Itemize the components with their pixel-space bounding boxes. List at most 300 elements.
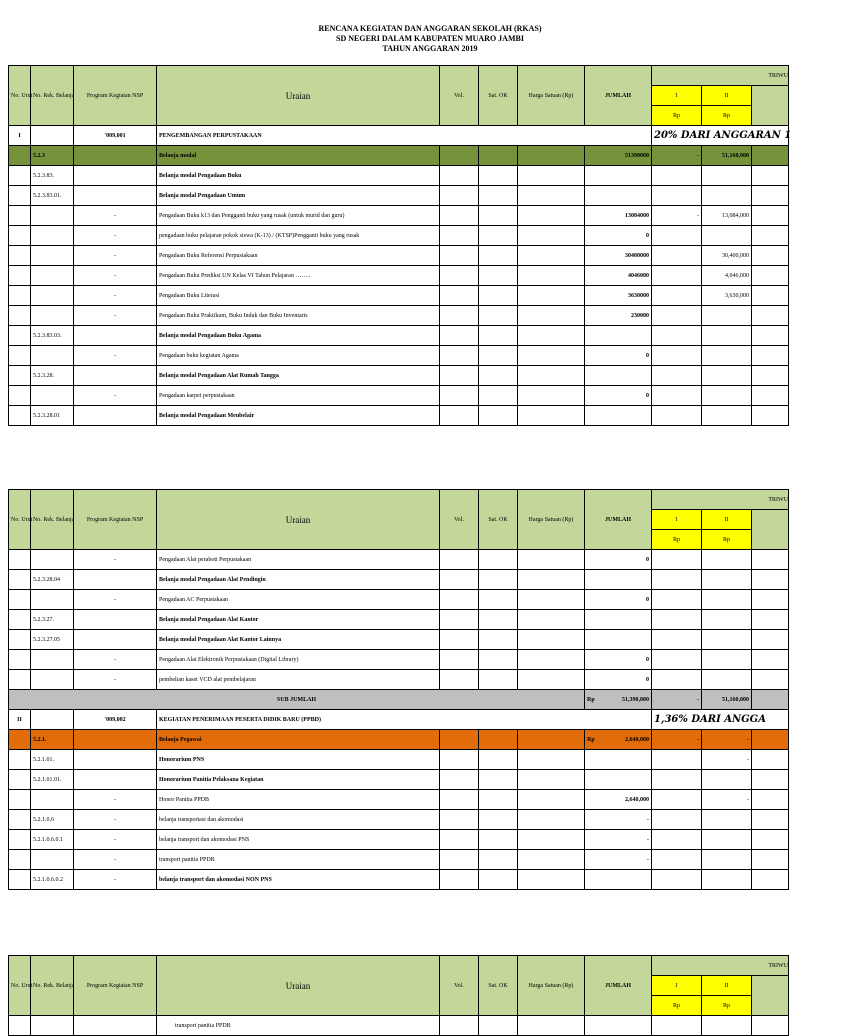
- row-no: [9, 610, 31, 630]
- row-no: [9, 226, 31, 246]
- row-no: [9, 770, 31, 790]
- row-jumlah: [585, 750, 652, 770]
- row-rek: 5.2.3.27.05: [31, 630, 74, 650]
- row-no: [9, 346, 31, 366]
- row-tw1: [652, 366, 702, 386]
- row-dash: -: [74, 246, 157, 266]
- program-no: I: [9, 126, 31, 146]
- row-vol: [440, 590, 479, 610]
- row-jumlah: 230000: [585, 306, 652, 326]
- row-rek: [31, 550, 74, 570]
- row-harga: [518, 286, 585, 306]
- row-rek: [31, 226, 74, 246]
- row-tw1: [652, 166, 702, 186]
- row-uraian: belanja transport dan akomodasi PNS: [157, 830, 440, 850]
- row-vol: [440, 226, 479, 246]
- row-extra: [752, 346, 789, 366]
- row-dash: -: [74, 266, 157, 286]
- row-vol: [440, 630, 479, 650]
- col-tw2: II: [702, 510, 752, 530]
- col-no-urut: No. Urut: [9, 956, 31, 1016]
- col-tw1-rp: Rp: [652, 106, 702, 126]
- row-vol: [440, 810, 479, 830]
- row-tw2: [702, 226, 752, 246]
- row-extra: [752, 246, 789, 266]
- row-uraian: Belanja modal Pengadaan Alat Kantor: [157, 610, 440, 630]
- table-body: [9, 166, 789, 426]
- row-tw1: [652, 326, 702, 346]
- row-tw2: [702, 850, 752, 870]
- table-row: [9, 790, 789, 810]
- col-triwulan: TRIWU: [652, 956, 789, 976]
- row-tw2: [702, 166, 752, 186]
- row-extra: [752, 590, 789, 610]
- row-uraian: Honorarium Panitia Pelaksana Kegiatan: [157, 770, 440, 790]
- doc-title-line3: TAHUN ANGGARAN 2019: [382, 44, 478, 53]
- row-vol: [440, 850, 479, 870]
- program-code: '009,002: [74, 710, 157, 730]
- row-jumlah: [585, 186, 652, 206]
- row-tw2: [702, 670, 752, 690]
- row-jumlah: 2,640,000: [585, 790, 652, 810]
- row-harga: [518, 306, 585, 326]
- row-extra: [752, 286, 789, 306]
- table-row: [9, 850, 789, 870]
- table-body: [9, 750, 789, 890]
- row-no: [9, 750, 31, 770]
- row-dash: -: [74, 346, 157, 366]
- row-tw2: -: [702, 790, 752, 810]
- row-rek: [31, 670, 74, 690]
- row-uraian: Belanja modal Pengadaan Alat Pendingin: [157, 570, 440, 590]
- row-extra: [752, 550, 789, 570]
- col-jumlah: JUMLAH: [585, 66, 652, 126]
- row-rek: 5.2.3.28.01: [31, 406, 74, 426]
- row-tw1: [652, 650, 702, 670]
- col-vol: Vol.: [440, 490, 479, 550]
- table-row: [9, 286, 789, 306]
- row-sat: [479, 870, 518, 890]
- row-extra: [752, 386, 789, 406]
- col-program: Program Kegiatan NSP: [74, 490, 157, 550]
- row-dash: [74, 770, 157, 790]
- row-harga: [518, 166, 585, 186]
- table-header-row: [9, 490, 789, 510]
- row-extra: [752, 326, 789, 346]
- row-extra: [752, 186, 789, 206]
- row-harga: [518, 630, 585, 650]
- row-tw2: 30,400,000: [702, 246, 752, 266]
- doc-title-line1: RENCANA KEGIATAN DAN ANGGARAN SEKOLAH (RKAS): [318, 24, 542, 33]
- row-no: [9, 366, 31, 386]
- row-dash: -: [74, 670, 157, 690]
- row-jumlah: 0: [585, 346, 652, 366]
- row-rek: 5.2.3.83.03.: [31, 326, 74, 346]
- row-jumlah: 0: [585, 226, 652, 246]
- row-tw2: [702, 610, 752, 630]
- col-uraian: Uraian: [157, 490, 440, 550]
- row-rek: [31, 850, 74, 870]
- row-harga: [518, 870, 585, 890]
- row-sat: [479, 166, 518, 186]
- row-jumlah: 0: [585, 650, 652, 670]
- col-sat: Sat. OK: [479, 956, 518, 1016]
- row-dash: -: [74, 870, 157, 890]
- row-extra: [752, 810, 789, 830]
- row-uraian: Pengadaan AC Perpustakaan: [157, 590, 440, 610]
- col-program: Program Kegiatan NSP: [74, 956, 157, 1016]
- account-uraian: Belanja modal: [157, 146, 440, 166]
- table-row: [9, 186, 789, 206]
- row-jumlah: [585, 610, 652, 630]
- row-sat: [479, 206, 518, 226]
- account-tw1: -: [652, 730, 702, 750]
- row-no: [9, 246, 31, 266]
- row-tw2: [702, 326, 752, 346]
- row-sat: [479, 750, 518, 770]
- row-extra: [752, 650, 789, 670]
- row-vol: [440, 246, 479, 266]
- row-tw2: [702, 810, 752, 830]
- row-jumlah: 0: [585, 550, 652, 570]
- table-row: [9, 266, 789, 286]
- row-uraian: Pengadaan Buku Praktikum, Buku Induk dan Buku Inventaris: [157, 306, 440, 326]
- row-tw2: [702, 550, 752, 570]
- row-rek: 5.2.1.0.6.0.2: [31, 870, 74, 890]
- row-extra: [752, 266, 789, 286]
- doc-title: [0, 24, 860, 54]
- row-no: [9, 206, 31, 226]
- row-tw1: [652, 406, 702, 426]
- row-dash: [74, 326, 157, 346]
- row-rek: 5.2.3.27.: [31, 610, 74, 630]
- col-no-urut: No. Urut: [9, 490, 31, 550]
- row-sat: [479, 366, 518, 386]
- row-no: [9, 266, 31, 286]
- row-jumlah: [585, 406, 652, 426]
- row-sat: [479, 346, 518, 366]
- row-extra: [752, 790, 789, 810]
- row-harga: [518, 750, 585, 770]
- row-dash: [74, 570, 157, 590]
- row-uraian: Pengadaan Buku Prediksi UN Kelas VI Tahun Pelajaran ……..: [157, 266, 440, 286]
- program-note: 20% DARI ANGGARAN 1: [652, 126, 789, 146]
- program-no: II: [9, 710, 31, 730]
- row-no: [9, 590, 31, 610]
- row-extra: [752, 770, 789, 790]
- col-tw2: II: [702, 976, 752, 996]
- row-harga: [518, 570, 585, 590]
- account-jumlah: 51390000: [585, 146, 652, 166]
- row-vol: [440, 790, 479, 810]
- row-uraian: pengadaan buku pelajaran pokok siswa (K-13) / (KTSP)Pengganti buku yang rusak: [157, 226, 440, 246]
- account-uraian: Belanja Pegawai: [157, 730, 440, 750]
- subtotal-value: 51,390,000: [622, 696, 649, 703]
- account-rp: Rp: [587, 736, 595, 743]
- row-dash: -: [74, 790, 157, 810]
- row-uraian: Belanja modal Pengadaan Umum: [157, 186, 440, 206]
- row-harga: [518, 406, 585, 426]
- row-sat: [479, 266, 518, 286]
- col-no-urut: No. Urut: [9, 66, 31, 126]
- row-no: [9, 850, 31, 870]
- row-sat: [479, 306, 518, 326]
- row-extra: [752, 206, 789, 226]
- row-tw1: [652, 810, 702, 830]
- row-uraian: Pengadaan Buku k13 dan Pengganti buku yang rusak (untuk murid dan guru): [157, 206, 440, 226]
- row-no: [9, 650, 31, 670]
- row-tw2: [702, 406, 752, 426]
- row-no: [9, 830, 31, 850]
- row-sat: [479, 590, 518, 610]
- row-extra: [752, 226, 789, 246]
- row-uraian: Honorarium PNS: [157, 750, 440, 770]
- row-no: [9, 306, 31, 326]
- row-dash: -: [74, 550, 157, 570]
- row-tw2: [702, 650, 752, 670]
- table-row: [9, 630, 789, 650]
- row-dash: [74, 406, 157, 426]
- row-harga: [518, 186, 585, 206]
- row-dash: -: [74, 226, 157, 246]
- account-rek: 5.2.1.: [31, 730, 74, 750]
- col-tw2-rp: Rp: [702, 996, 752, 1016]
- row-rek: 5.2.1.01.01.: [31, 770, 74, 790]
- row-tw1: [652, 570, 702, 590]
- row-rek: [31, 206, 74, 226]
- row-no: [9, 326, 31, 346]
- row-sat: [479, 670, 518, 690]
- col-tw2-rp: Rp: [702, 106, 752, 126]
- program-uraian: PENGEMBANGAN PERPUSTAKAAN: [157, 126, 652, 146]
- row-tw1: [652, 246, 702, 266]
- table-row: [9, 770, 789, 790]
- col-harga: Harga Satuan (Rp): [518, 956, 585, 1016]
- table-row: [9, 810, 789, 830]
- table-row: [9, 166, 789, 186]
- row-tw2: [702, 630, 752, 650]
- row-uraian: Pengadaan Alat Elektronik Perpustakaan (Digital Library): [157, 650, 440, 670]
- row-extra: [752, 306, 789, 326]
- row-tw1: [652, 770, 702, 790]
- program-code: '009,001: [74, 126, 157, 146]
- col-program: Program Kegiatan NSP: [74, 66, 157, 126]
- col-sat: Sat. OK: [479, 66, 518, 126]
- col-jumlah: JUMLAH: [585, 956, 652, 1016]
- row-sat: [479, 650, 518, 670]
- row-harga: [518, 790, 585, 810]
- row-jumlah: -: [585, 850, 652, 870]
- row-rek: [31, 306, 74, 326]
- col-tw1: I: [652, 510, 702, 530]
- row-uraian: Belanja modal Pengadaan Buku Agama: [157, 326, 440, 346]
- col-tw1-rp: Rp: [652, 530, 702, 550]
- row-sat: [479, 830, 518, 850]
- row-vol: [440, 286, 479, 306]
- account-tw1: -: [652, 146, 702, 166]
- row-harga: [518, 386, 585, 406]
- account-rek: 5.2.3: [31, 146, 74, 166]
- program-note: 1,36% DARI ANGGA: [652, 710, 789, 730]
- row-harga: [518, 550, 585, 570]
- subtotal-row: [9, 690, 789, 710]
- row-tw2: [702, 830, 752, 850]
- subtotal-jumlah: [585, 690, 652, 710]
- row-jumlah: 30400000: [585, 246, 652, 266]
- row-harga: [518, 226, 585, 246]
- row-no: [9, 570, 31, 590]
- program-row: [9, 710, 789, 730]
- row-extra: [752, 850, 789, 870]
- row-tw1: [652, 346, 702, 366]
- row-tw2: [702, 186, 752, 206]
- row-extra: [752, 166, 789, 186]
- table-row: [9, 750, 789, 770]
- row-tw1: [652, 790, 702, 810]
- table-row: [9, 326, 789, 346]
- program-row: [9, 126, 789, 146]
- row-dash: -: [74, 386, 157, 406]
- row-rek: 5.2.3.28.04: [31, 570, 74, 590]
- table-row: [9, 306, 789, 326]
- row-rek: 5.2.1.0.6: [31, 810, 74, 830]
- row-vol: [440, 386, 479, 406]
- row-tw1: [652, 186, 702, 206]
- table-row: [9, 346, 789, 366]
- table-row: [9, 246, 789, 266]
- table-row: [9, 670, 789, 690]
- col-uraian: Uraian: [157, 956, 440, 1016]
- row-vol: [440, 366, 479, 386]
- row-harga: [518, 266, 585, 286]
- table-header-row: [9, 956, 789, 976]
- row-tw1: [652, 750, 702, 770]
- row-jumlah: [585, 366, 652, 386]
- row-vol: [440, 326, 479, 346]
- row-sat: [479, 630, 518, 650]
- col-tw1: I: [652, 86, 702, 106]
- row-dash: [74, 186, 157, 206]
- table-row: [9, 830, 789, 850]
- row-vol: [440, 830, 479, 850]
- row-extra: [752, 406, 789, 426]
- table-row: [9, 610, 789, 630]
- row-extra: [752, 870, 789, 890]
- row-tw2: 13,084,000: [702, 206, 752, 226]
- row-extra: [752, 670, 789, 690]
- row-vol: [440, 770, 479, 790]
- row-jumlah: [585, 166, 652, 186]
- row-jumlah: 3630000: [585, 286, 652, 306]
- row-harga: [518, 206, 585, 226]
- row-no: [9, 186, 31, 206]
- col-vol: Vol.: [440, 956, 479, 1016]
- row-dash: -: [74, 650, 157, 670]
- row-rek: [31, 650, 74, 670]
- row-tw1: [652, 830, 702, 850]
- col-tw1-rp: Rp: [652, 996, 702, 1016]
- table-row: [9, 590, 789, 610]
- row-rek: [31, 266, 74, 286]
- row-sat: [479, 770, 518, 790]
- row-jumlah: [585, 326, 652, 346]
- row-jumlah: [585, 870, 652, 890]
- row-uraian: belanja transportasi dan akomodasi: [157, 810, 440, 830]
- row-uraian: Honor Panitia PPDB: [157, 790, 440, 810]
- row-jumlah: -: [585, 810, 652, 830]
- row-sat: [479, 810, 518, 830]
- row-jumlah: -: [585, 830, 652, 850]
- col-harga: Harga Satuan (Rp): [518, 490, 585, 550]
- row-sat: [479, 286, 518, 306]
- row-jumlah: 0: [585, 590, 652, 610]
- row-harga: [518, 590, 585, 610]
- row-harga: [518, 610, 585, 630]
- table-row: [9, 550, 789, 570]
- row-dash: -: [74, 286, 157, 306]
- row-sat: [479, 790, 518, 810]
- row-tw1: [652, 386, 702, 406]
- row-sat: [479, 186, 518, 206]
- row-rek: 5.2.3.28.: [31, 366, 74, 386]
- table-row: [9, 386, 789, 406]
- table-header-row: [9, 66, 789, 86]
- row-uraian: Pengadaan karpet perpustakaan: [157, 386, 440, 406]
- rkas-table-page-3: [8, 955, 789, 1036]
- row-tw2: [702, 870, 752, 890]
- row-tw1: [652, 266, 702, 286]
- row-sat: [479, 610, 518, 630]
- row-jumlah: 0: [585, 386, 652, 406]
- row-dash: [74, 166, 157, 186]
- row-extra: [752, 366, 789, 386]
- row-tw1: [652, 286, 702, 306]
- row-uraian: Belanja modal Pengadaan Buku: [157, 166, 440, 186]
- row-tw2: [702, 306, 752, 326]
- row-jumlah: 4046000: [585, 266, 652, 286]
- row-vol: [440, 166, 479, 186]
- row-vol: [440, 346, 479, 366]
- account-tw2: -: [702, 730, 752, 750]
- col-triwulan: TRIWU: [652, 66, 789, 86]
- row-jumlah: [585, 770, 652, 790]
- subtotal-tw1: -: [652, 690, 702, 710]
- row-vol: [440, 750, 479, 770]
- row-vol: [440, 550, 479, 570]
- row-dash: [74, 366, 157, 386]
- row-rek: 5.2.3.83.: [31, 166, 74, 186]
- doc-title-line2: SD NEGERI DALAM KABUPATEN MUARO JAMBI: [336, 34, 524, 43]
- row-tw1: [652, 610, 702, 630]
- row-vol: [440, 610, 479, 630]
- row-dash: -: [74, 206, 157, 226]
- row-dash: [74, 750, 157, 770]
- program-uraian: KEGIATAN PENERIMAAN PESERTA DIDIK BARU (PPBD): [157, 710, 652, 730]
- row-dash: -: [74, 810, 157, 830]
- row-harga: [518, 246, 585, 266]
- col-no-rek: No. Rek. Belanja: [31, 956, 74, 1016]
- row-rek: 5.2.1.0.6.0.1: [31, 830, 74, 850]
- table-row: [9, 870, 789, 890]
- row-tw2: -: [702, 750, 752, 770]
- row-vol: [440, 650, 479, 670]
- account-value: 2,640,000: [625, 736, 649, 743]
- col-tw-extra: [752, 86, 789, 126]
- row-rek: 5.2.1.01.: [31, 750, 74, 770]
- row-harga: [518, 830, 585, 850]
- row-tw2: 4,046,000: [702, 266, 752, 286]
- row-harga: [518, 366, 585, 386]
